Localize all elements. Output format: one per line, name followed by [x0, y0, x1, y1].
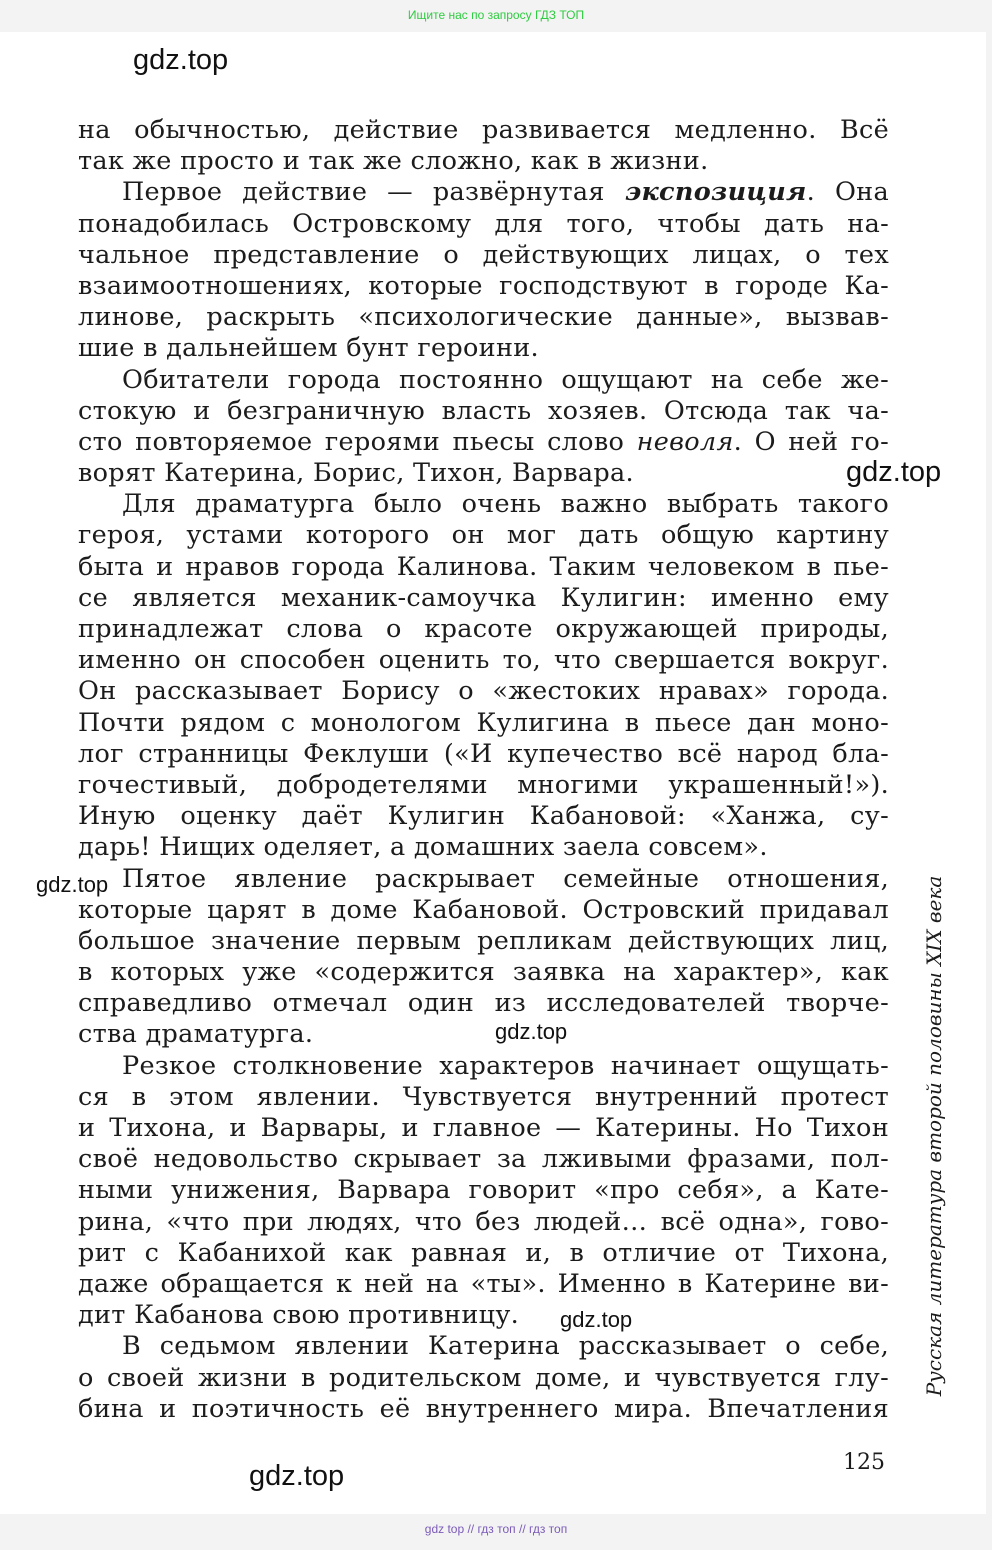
footer-links[interactable]: gdz top // гдз топ // гдз топ	[424, 1522, 568, 1536]
word-italic: неволя	[636, 426, 734, 457]
text-run: . О ней го-	[733, 426, 889, 457]
text-run: Первое действие — развёрнутая	[122, 177, 625, 208]
watermark: gdz.top	[36, 872, 109, 897]
text-line: о своей жизни в родительском доме, и чувствуется глу-	[78, 1362, 889, 1393]
text-line: ными унижения, Варвара говорит «про себя», а Кате-	[78, 1175, 889, 1206]
text-line: Иную оценку даёт Кулигин Кабановой: «Ханжа, су-	[78, 801, 889, 832]
text-line: бина и поэтичность её внутреннего мира. Впечатления	[78, 1393, 889, 1424]
text-line: именно он способен оценить то, что свершается вокруг.	[78, 645, 889, 676]
text-line: даже обращается к ней на «ты». Именно в Катерине ви-	[78, 1268, 889, 1299]
text-line: Пятое явление раскрывает семейные отношения,	[122, 863, 889, 894]
text-line: лог странницы Феклуши («И купечество всё народ бла-	[78, 738, 889, 769]
text-line: взаимоотношениях, которые господствуют в городе Ка-	[78, 270, 889, 301]
text-line: линове, раскрыть «психологические данные», вызвав-	[78, 302, 889, 333]
text-line: шие в дальнейшем бунт героини.	[78, 333, 539, 364]
text-line: и Тихона, и Варвары, и главное — Катерины. Но Тихон	[78, 1113, 889, 1143]
text-line: ворят Катерина, Борис, Тихон, Варвара.	[78, 458, 634, 489]
text-line: се является механик-самоучка Кулигин: именно ему	[78, 582, 889, 613]
text-line: которые царят в доме Кабановой. Островский придавал	[78, 894, 889, 925]
text-line: принадлежат слова о красоте окружающей природы,	[78, 614, 889, 644]
side-caption-text: Русская литература второй половины XIX века	[922, 875, 946, 1397]
text-line: ства драматурга.	[78, 1019, 314, 1050]
text-line: своё недовольство скрывает за лживыми фразами, пол-	[78, 1144, 889, 1175]
watermark: gdz.top	[495, 1019, 568, 1044]
text-line	[78, 177, 889, 208]
body-text	[78, 115, 889, 1425]
text-line: Резкое столкновение характеров начинает ощущать-	[122, 1050, 889, 1081]
text-line: Почти рядом с монологом Кулигина в пьесе дан моно-	[78, 707, 889, 738]
text-line: дит Кабанова свою противницу.	[78, 1300, 520, 1331]
text-line: рит с Кабанихой как равная и, в отличие от Тихона,	[78, 1237, 889, 1268]
text-line: так же просто и так же сложно, как в жизни.	[78, 146, 709, 177]
text-line: понадобилась Островскому для того, чтобы дать на-	[78, 208, 889, 239]
page-number: 125	[843, 1450, 885, 1475]
text-line: Для драматурга было очень важно выбрать такого	[122, 489, 889, 520]
text-line: ся в этом явлении. Чувствуется внутренний протест	[78, 1081, 889, 1112]
text-run: . Она	[806, 177, 889, 208]
text-line: справедливо отмечал один из исследователей творче-	[78, 988, 889, 1019]
search-banner[interactable]: Ищите нас по запросу ГДЗ ТОП	[407, 8, 585, 22]
text-line: быта и нравов города Калинова. Таким человеком в пье-	[78, 551, 889, 582]
text-line: большое значение первым репликам действующих лиц,	[78, 925, 889, 956]
text-line: в которых уже «содержится заявка на характер», как	[78, 957, 889, 988]
text-line: героя, устами которого он мог дать общую картину	[78, 520, 889, 551]
text-line: Он рассказывает Борису о «жестоких нравах» города.	[78, 676, 889, 707]
term-emphasis: экспозиция	[624, 177, 807, 208]
watermark: gdz.top	[846, 456, 942, 488]
watermark: gdz.top	[249, 1460, 345, 1492]
text-run: сто повторяемое героями пьесы слово	[78, 426, 637, 457]
text-line: рина, «что при людях, что без людей… всё одна», гово-	[78, 1206, 889, 1237]
text-line: Обитатели города постоянно ощущают на себе же-	[122, 364, 889, 395]
watermark: gdz.top	[560, 1307, 633, 1332]
text-line: дарь! Нищих оделяет, а домашних заела совсем».	[78, 832, 768, 863]
text-line: на обычностью, действие развивается медленно. Всё	[78, 115, 889, 145]
text-line	[78, 427, 889, 458]
text-line: гочестивый, добродетелями многими украшенный!»).	[78, 769, 889, 800]
text-line: чальное представление о действующих лицах, о тех	[78, 239, 889, 270]
text-line: В седьмом явлении Катерина рассказывает о себе,	[122, 1331, 889, 1362]
text-line: стокую и безграничную власть хозяев. Отсюда так ча-	[78, 395, 889, 426]
watermark: gdz.top	[133, 44, 229, 76]
